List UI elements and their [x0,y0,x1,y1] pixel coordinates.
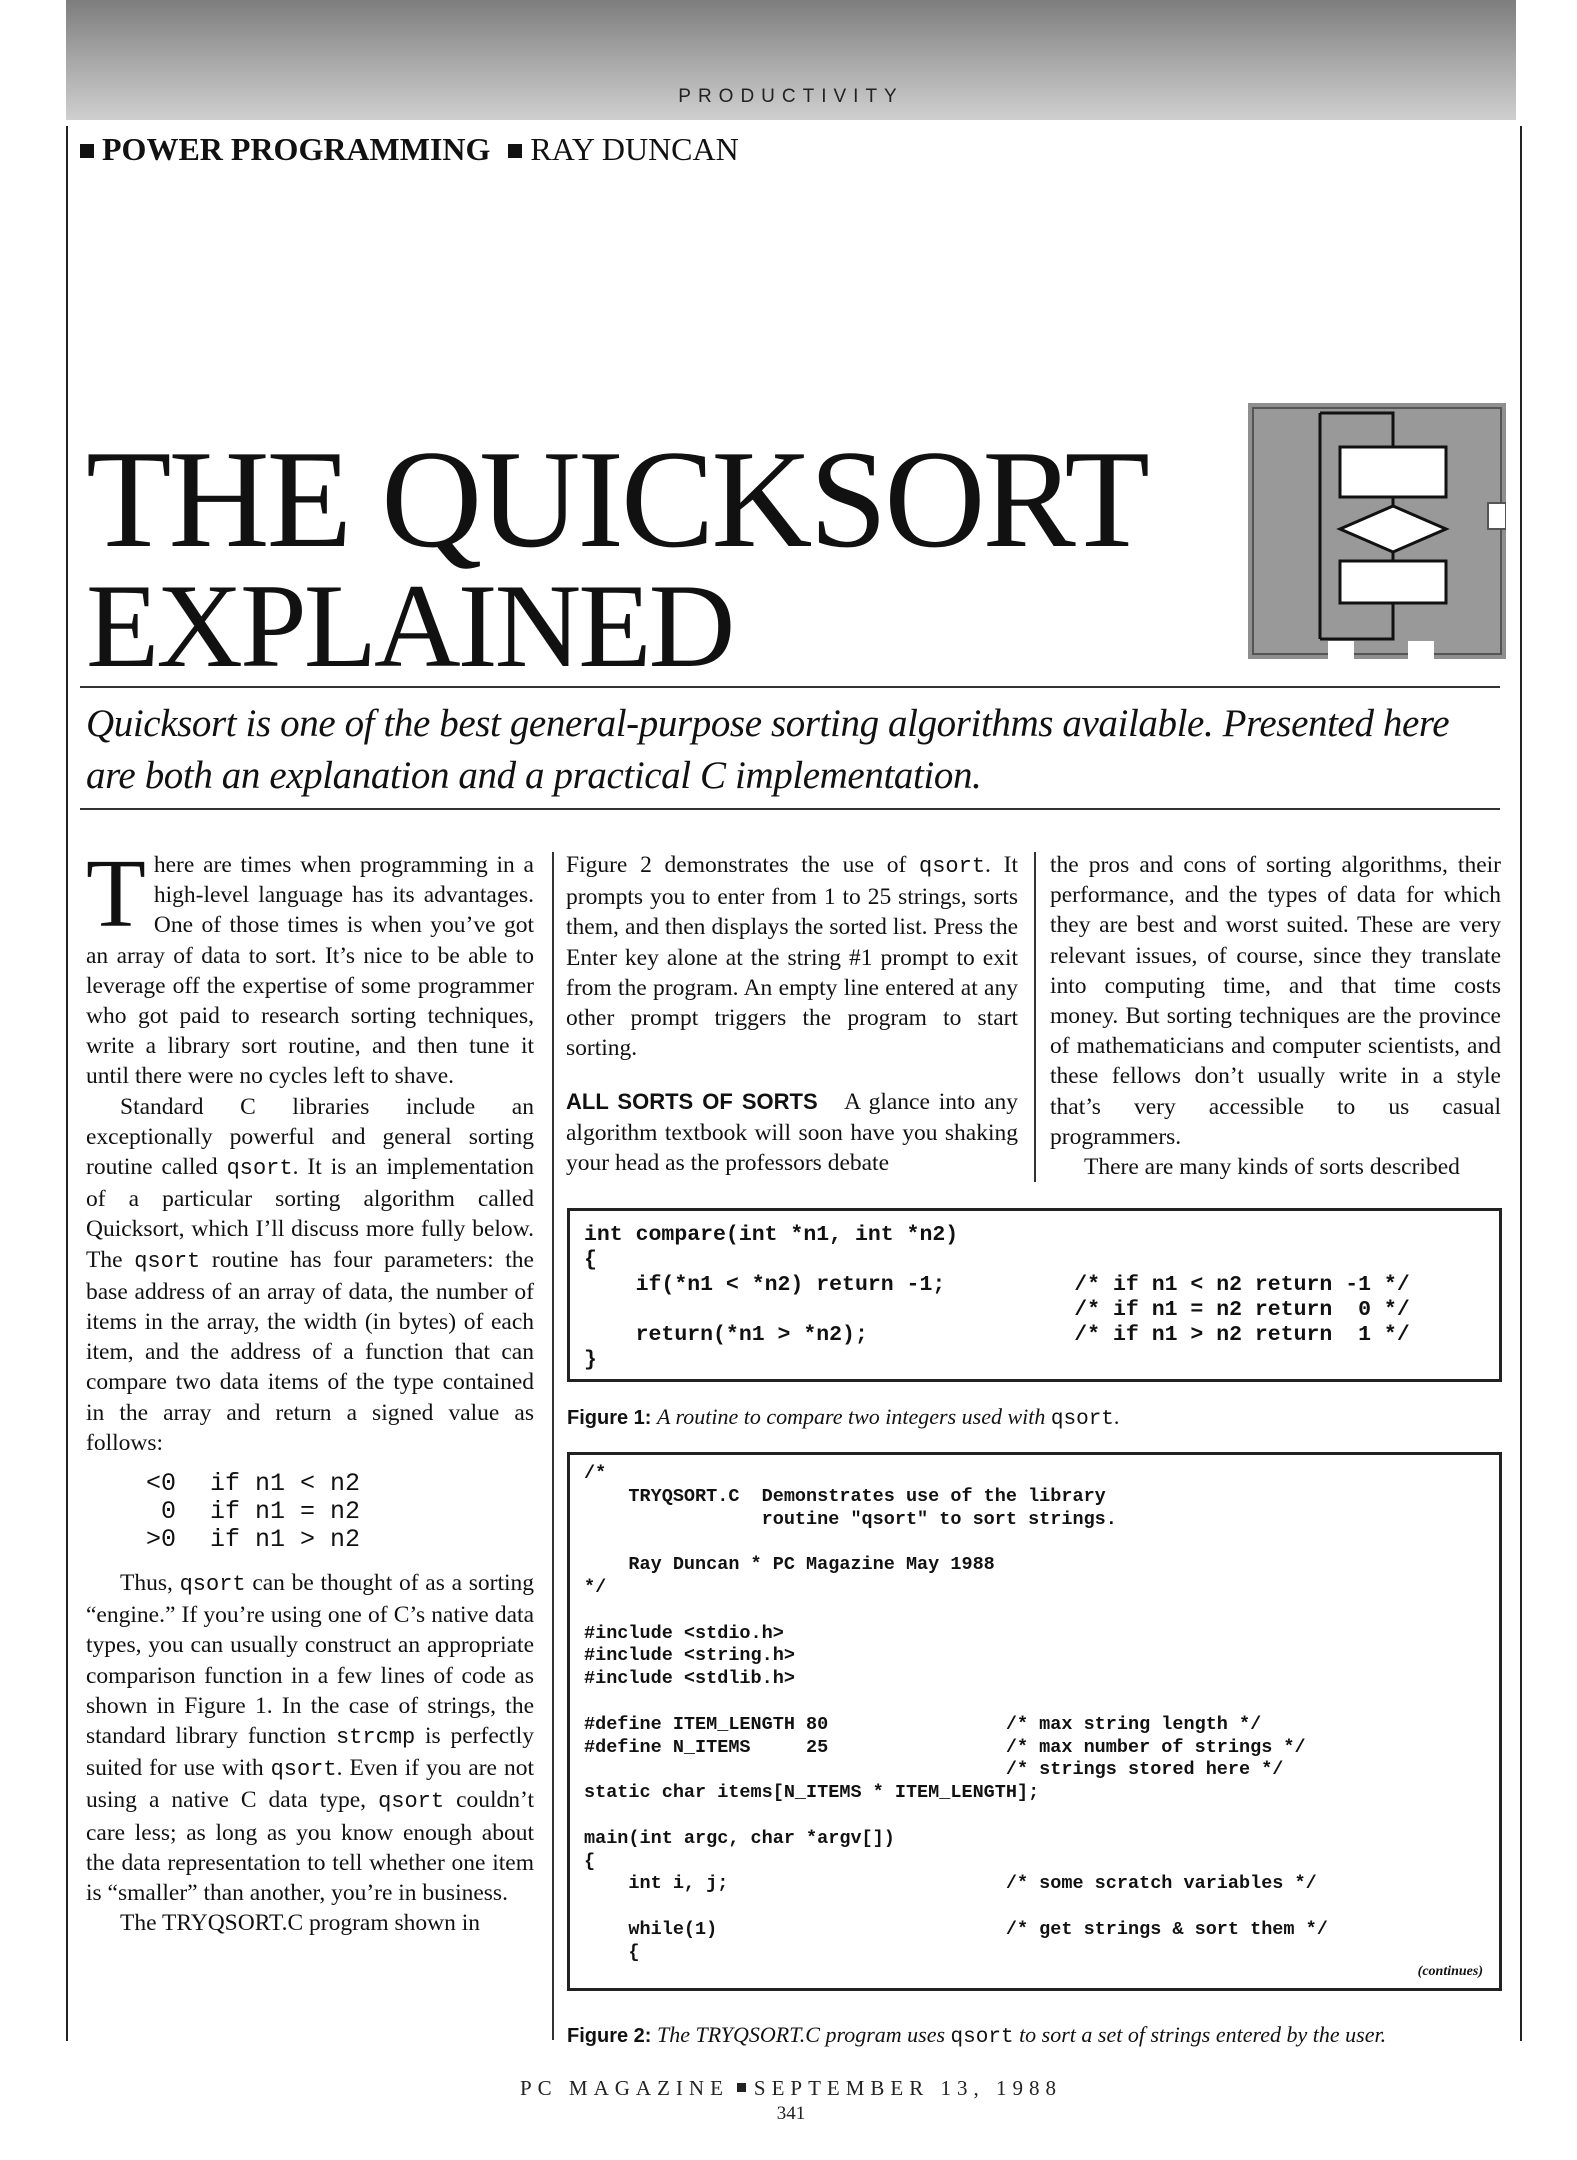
magazine-name: PC MAGAZINE [519,2076,729,2100]
body-column-3 [1050,850,1501,1182]
subhead: ALL SORTS OF SORTS [566,1089,818,1115]
flowchart-icon [1248,403,1506,659]
figure-1-code [567,1208,1502,1382]
figure-1-caption: Figure 1: A routine to compare two integers used with qsort. [567,1404,1120,1431]
deck-rule-bottom [80,808,1500,810]
issue-date: SEPTEMBER 13, 1988 [753,2076,1063,2100]
table-row: 0 if n1 = n2 [160,1497,361,1527]
inline-code: strcmp [335,1725,416,1751]
code-listing: /* TRYQSORT.C Demonstrates use of the library routine "qsort" to sort strings. Ray Duncan * PC Magazine May 1988 */ #include <stdio.h> #include <string.h> #include <stdlib.h> #define ITEM_LENGTH 80 /* max string length */ #define N_ITEMS 25 /* max number of strings */ /* strings stored here */ static char items[N_ITEMS * ITEM_LENGTH]; main(int argc, char *argv[]) { int i, j; /* some scratch variables */ while(1) /* get strings & sort them */ { [584,1463,1328,1963]
department-name: POWER PROGRAMMING [102,131,491,167]
table-row: <0 if n1 < n2 [145,1469,361,1499]
section-label: PRODUCTIVITY [678,86,904,107]
body-column-1 [86,840,535,1939]
bullet-square-icon [508,144,522,158]
continues-note: (continues) [1417,1964,1483,1980]
article-deck: Quicksort is one of the best general-purpose sorting algorithms available. Presented here are both an explanation and a practical C implementation. [86,702,1450,797]
paragraph: Thus, qsort can be thought of as a sorting “engine.” If you’re using one of C’s native data types, you can usually construct an appropriate comparison function in a few lines of code as shown in Figure 1. In the case of strings, the standard library function strcmp is perfectly suited for use with qsort. Even if you are not using a native C data type, qsort couldn’t care less; as long as you know enough about the data representation to tell whether one item is “smaller” than another, you’re in business. [86,1570,535,1907]
figure-label: Figure 2: [567,2025,652,2047]
table-row: >0 if n1 > n2 [145,1525,361,1555]
column-rule [552,852,554,2040]
body-column-2 [566,850,1018,1178]
title-line-2: EXPLAINED [86,559,733,692]
inline-code: qsort [919,854,986,879]
return-value-table [98,1470,360,1554]
inline-code: qsort [179,1572,246,1598]
paragraph: There are times when programming in a high-level language has its advantages. One of those times is when you’ve got an array of data to sort. It’s nice to be able to leverage off the expertise of some programmer who got paid to research sorting techniques, write a library sort routine, and then tune it until there were no cycles left to shave. [86,840,534,1090]
inline-code: qsort [1050,1408,1114,1431]
inline-code: qsort [950,2026,1014,2049]
page-footer [66,2076,1516,2101]
drop-cap: T [86,840,146,948]
author-name: RAY DUNCAN [530,131,739,167]
article-title [86,422,1147,692]
column-rule [1034,852,1036,1182]
figure-2-code [567,1452,1502,1991]
bullet-square-icon [737,2083,746,2092]
title-line-1: THE QUICKSORT [86,422,1147,577]
paragraph: the pros and cons of sorting algorithms, their performance, and the types of data for which they are best and worst suited. These are very relevant issues, of course, since they translate into computing time, and that time costs money. But sorting techniques are the province of mathematicians and computer scientists, and these fellows don’t usually write in a style that’s very accessible to us casual programmers. [1050,852,1501,1150]
inline-code: qsort [378,1789,445,1815]
inline-code: qsort [134,1248,201,1274]
paragraph: Standard C libraries include an exceptionally powerful and general sorting routine called qsort. It is an implementation of a particular sorting algorithm called Quicksort, which I’ll discuss more fully below. The qsort routine has four parameters: the base address of an array of data, the number of items in the array, the width (in bytes) of each item, and the address of a function that can compare two data items of the type contained in the array and return a signed value as follows: [86,1093,534,1456]
inline-code: qsort [226,1156,293,1182]
inline-code: qsort [270,1757,337,1783]
figure-label: Figure 1: [567,1407,652,1429]
paragraph: The TRYQSORT.C program shown in [120,1910,481,1937]
deck-rule-top [80,686,1500,688]
code-listing: int compare(int *n1, int *n2) { if(*n1 < *n2) return -1; /* if n1 < n2 return -1 */ /* if n1 = n2 return 0 */ return(*n1 > *n2); /* if n1 > n2 return 1 */ } [584,1223,1410,1372]
page-number: 341 [776,2103,806,2124]
department-line [80,131,739,168]
paragraph: Figure 2 demonstrates the use of qsort. It prompts you to enter from 1 to 25 strings, sorts them, and then displays the sorted list. Press the Enter key alone at the string #1 prompt to exit from the program. An empty line entered at any other prompt triggers the program to start sorting. [566,852,1018,1062]
bullet-square-icon [80,144,94,158]
paragraph: There are many kinds of sorts described [1084,1154,1460,1181]
paragraph: ALL SORTS OF SORTS A glance into any algorithm textbook will soon have you shaking your head as the professors debate [566,1089,1018,1176]
figure-2-caption: Figure 2: The TRYQSORT.C program uses qsort to sort a set of strings entered by the user. [567,2022,1387,2049]
